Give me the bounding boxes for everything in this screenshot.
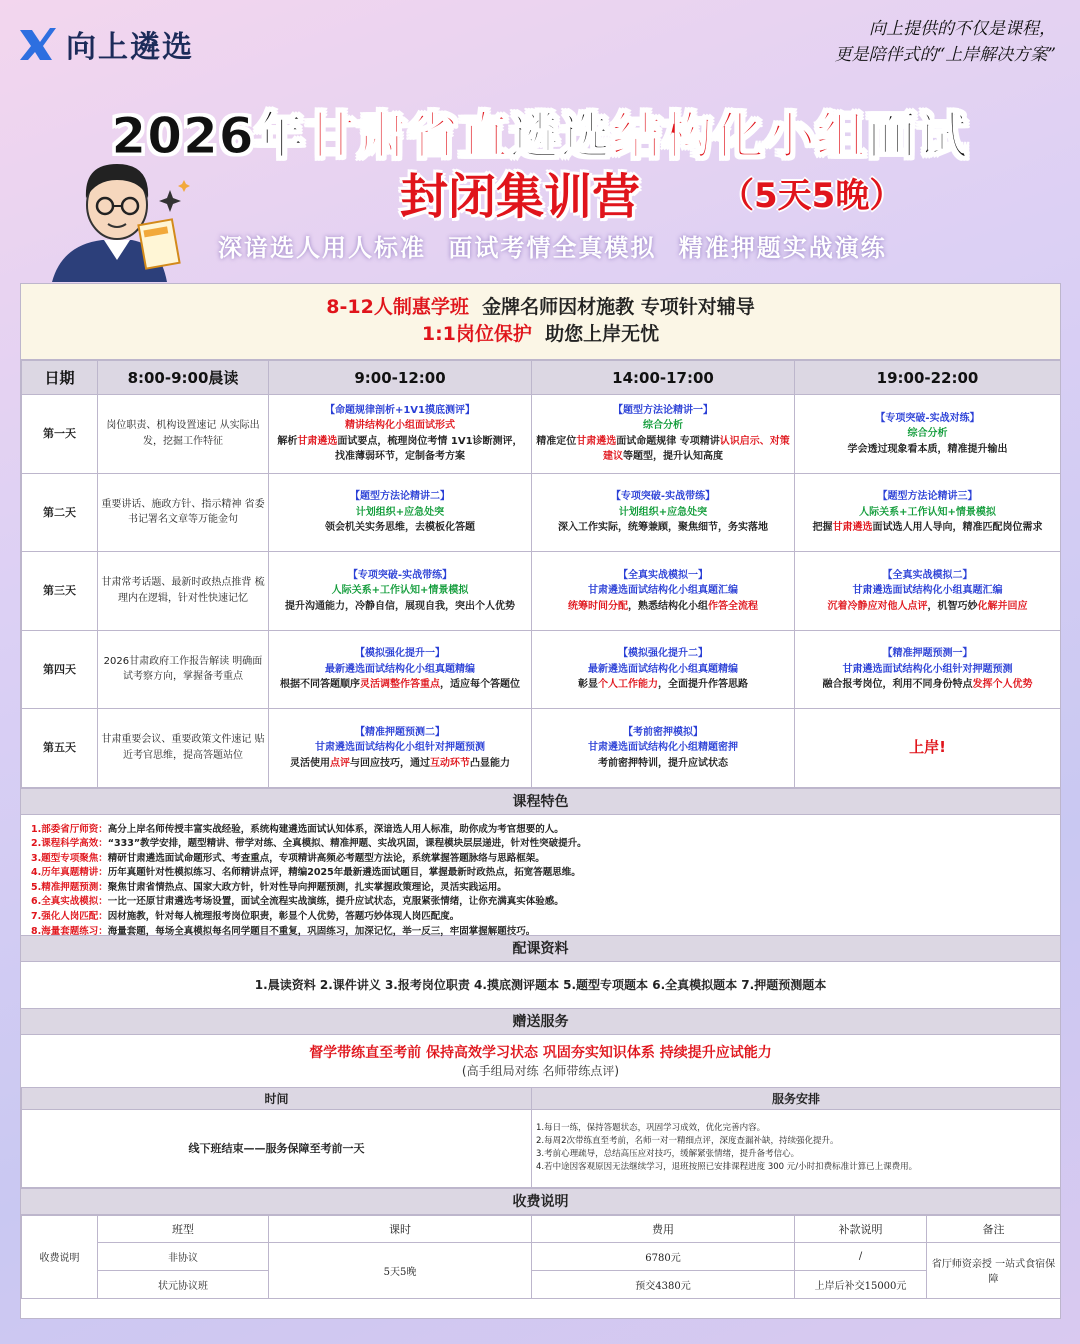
fee-col-refund: 补款说明 bbox=[795, 1215, 927, 1242]
session-subtitle: 人际关系+工作认知+情景模拟 bbox=[859, 506, 996, 518]
session-subtitle: 甘肃遴选面试结构化小组真题汇编 bbox=[588, 585, 738, 596]
feature-label: 题型专项聚焦： bbox=[41, 852, 108, 864]
session-subtitle: 甘肃遴选面试结构化小组针对押题预测 bbox=[315, 742, 485, 753]
course-sheet bbox=[20, 283, 1061, 1319]
session-cell bbox=[269, 709, 532, 788]
session-desc-part: 学会透过现象看本质，精准提升输出 bbox=[847, 443, 1008, 455]
title-part: 面试 bbox=[866, 107, 969, 165]
feature-text: 聚焦甘肃省情热点、国家大政方针，针对性导向押题预测，扎实掌握政策理论，灵活实践运用。 bbox=[107, 881, 507, 893]
materials-title: 配课资料 bbox=[21, 935, 1060, 962]
session-desc bbox=[272, 599, 528, 615]
schedule-row bbox=[22, 709, 1061, 788]
session-desc bbox=[535, 756, 791, 772]
fee-class-name: 非协议 bbox=[98, 1242, 269, 1270]
schedule-day: 第四天 bbox=[22, 630, 98, 709]
session-cell bbox=[532, 473, 795, 552]
promo-text2: 助您上岸无忧 bbox=[545, 323, 660, 345]
session-desc-part: ，机智巧妙 bbox=[927, 600, 978, 612]
session-desc-part: 互动环节 bbox=[430, 757, 470, 769]
promo-line1 bbox=[21, 294, 1060, 321]
session-desc-part: 甘肃遴选 bbox=[297, 435, 338, 447]
feature-label: 强化人岗匹配： bbox=[41, 911, 108, 923]
logo-text: 向上遴选 bbox=[66, 30, 194, 65]
session-cell bbox=[269, 395, 532, 474]
feature-text: “333”教学安排，题型精讲、带学对练、全真模拟、精准押题、实战巩固，课程模块层层递进，针对性突破提升。 bbox=[107, 838, 587, 850]
session-cell bbox=[532, 395, 795, 474]
feature-item bbox=[31, 895, 1050, 910]
feature-number: 2. bbox=[31, 838, 42, 850]
gift-summary bbox=[21, 1035, 1060, 1087]
feature-number: 6. bbox=[31, 896, 42, 908]
fee-col-class: 班型 bbox=[98, 1215, 269, 1242]
feature-label: 精准押题预测： bbox=[41, 881, 108, 893]
fee-row-label: 收费说明 bbox=[22, 1215, 98, 1298]
session-desc-part: 根据不同答题顺序 bbox=[280, 679, 360, 690]
session-title: 【模拟强化提升二】 bbox=[618, 648, 708, 659]
features-title: 课程特色 bbox=[21, 788, 1060, 815]
materials-text: 1.晨读资料 2.课件讲义 3.报考岗位职责 4.摸底测评题本 5.题型专项题本 6.全真模拟题本 7.押题预测题本 bbox=[254, 977, 827, 992]
session-title: 【模拟强化提升一】 bbox=[355, 648, 445, 659]
feature-number: 8. bbox=[31, 925, 42, 937]
session-desc bbox=[535, 599, 791, 615]
fee-amount: 预交4380元 bbox=[532, 1270, 795, 1298]
session-cell bbox=[795, 395, 1061, 474]
schedule-header-row bbox=[22, 361, 1061, 395]
feature-label: 部委省厅师资： bbox=[41, 823, 108, 835]
slogan-line1: 向上提供的不仅是课程， bbox=[869, 19, 1056, 39]
schedule-day: 第五天 bbox=[22, 709, 98, 788]
feature-number: 7. bbox=[31, 911, 42, 923]
session-title: 【精准押题预测二】 bbox=[355, 726, 445, 738]
session-desc-part: 精准定位 bbox=[536, 435, 577, 447]
session-desc-part: 与回应技巧，通过 bbox=[350, 757, 430, 769]
promo-banner bbox=[21, 284, 1060, 360]
schedule-row bbox=[22, 630, 1061, 709]
session-desc-part: 作答全流程 bbox=[708, 600, 758, 612]
session-title: 【专项突破-实战带练】 bbox=[347, 569, 453, 581]
feature-item bbox=[31, 823, 1050, 838]
session-desc-part: 面试命题规律 专项精讲 bbox=[616, 435, 720, 447]
feature-item bbox=[31, 881, 1050, 896]
schedule-row bbox=[22, 552, 1061, 631]
session-subtitle: 甘肃遴选面试结构化小组真题汇编 bbox=[852, 585, 1003, 596]
fee-table bbox=[21, 1215, 1061, 1299]
fee-refund: / bbox=[795, 1242, 927, 1270]
feature-text: 一比一还原甘肃遴选考场设置，面试全流程实战演练，提升应试状态，克服紧张情绪，让你充满真实体验感。 bbox=[107, 896, 564, 908]
session-title: 【命题规律剖析+1V1摸底测评】 bbox=[324, 404, 476, 416]
service-item: 4.若中途因客观原因无法继续学习，退班按照已安排课程进度 300 元/小时扣费标准计算已上课费用。 bbox=[536, 1162, 918, 1172]
promo-red1: 8-12人制惠学班 bbox=[326, 296, 469, 318]
service-table bbox=[21, 1087, 1061, 1188]
fee-note: 省厅师资亲授 一站式食宿保障 bbox=[927, 1242, 1061, 1298]
schedule-row bbox=[22, 473, 1061, 552]
session-desc-part: 面试选人用人导向，精准匹配岗位需求 bbox=[872, 522, 1043, 533]
session-cell bbox=[269, 473, 532, 552]
session-subtitle: 甘肃遴选面试结构化小组针对押题预测 bbox=[842, 663, 1013, 675]
fee-col-note: 备注 bbox=[927, 1215, 1061, 1242]
session-subtitle: 人际关系+工作认知+情景模拟 bbox=[331, 585, 469, 596]
session-desc-part: 融合报考岗位，利用不同身份特点 bbox=[822, 679, 973, 690]
session-title: 【专项突破-实战带练】 bbox=[610, 491, 716, 502]
session-desc bbox=[798, 599, 1057, 615]
session-desc-part: 解析 bbox=[277, 435, 298, 447]
feature-item bbox=[31, 852, 1050, 867]
feature-item bbox=[31, 910, 1050, 925]
session-cell bbox=[795, 630, 1061, 709]
session-desc bbox=[535, 677, 791, 693]
session-desc-part: 化解并回应 bbox=[977, 600, 1028, 612]
session-desc-part: 甘肃遴选 bbox=[832, 522, 873, 533]
session-desc-part: ，适应每个答题位 bbox=[440, 679, 520, 690]
promo-line2 bbox=[21, 321, 1060, 348]
features-list bbox=[21, 815, 1060, 935]
subtitle: 深谙选人用人标准 面试考情全真模拟 精准押题实战演练 bbox=[218, 233, 887, 262]
session-title: 【题型方法论精讲一】 bbox=[613, 404, 713, 416]
session-title: 【考前密押模拟】 bbox=[623, 726, 703, 738]
service-col-time: 时间 bbox=[22, 1087, 532, 1109]
session-subtitle: 最新遴选面试结构化小组真题精编 bbox=[325, 663, 475, 675]
session-desc bbox=[798, 520, 1057, 536]
promo-text1: 金牌名师因材施教 专项针对辅导 bbox=[482, 296, 755, 318]
feature-text: 因材施教，针对每人梳理报考岗位职责，彰显个人优势，答题巧妙体现人岗匹配度。 bbox=[107, 911, 460, 923]
service-col-arrangement: 服务安排 bbox=[532, 1087, 1061, 1109]
session-subtitle: 计划组织+应急处突 bbox=[618, 506, 708, 518]
logo-mark-icon bbox=[18, 26, 58, 62]
session-desc-part: 统筹时间分配 bbox=[568, 600, 628, 612]
session-cell bbox=[532, 630, 795, 709]
promo-red2: 1:1岗位保护 bbox=[421, 323, 532, 345]
gift-title: 赠送服务 bbox=[21, 1008, 1060, 1035]
service-item: 1.每日一练，保持答题状态，巩固学习成效，优化完善内容。 bbox=[536, 1123, 766, 1133]
feature-label: 全真实战模拟： bbox=[41, 896, 108, 908]
session-title: 【全真实战模拟一】 bbox=[618, 569, 708, 581]
session-title: 【题型方法论精讲三】 bbox=[877, 491, 978, 502]
schedule-day: 第一天 bbox=[22, 395, 98, 474]
service-item: 3.考前心理疏导，总结高压应对技巧，缓解紧张情绪，提升备考信心。 bbox=[536, 1149, 800, 1159]
session-desc-part: 彰显 bbox=[578, 679, 598, 690]
session-desc bbox=[798, 442, 1057, 458]
feature-number: 3. bbox=[31, 852, 42, 864]
session-desc-part: 等题型，提升认知高度 bbox=[623, 451, 723, 463]
session-subtitle: 甘肃遴选面试结构化小组精题密押 bbox=[588, 742, 738, 753]
title-part: 遴选 bbox=[509, 107, 612, 165]
session-desc-part: 甘肃遴选 bbox=[576, 435, 617, 447]
session-desc-part: 考前密押特训，提升应试状态 bbox=[598, 757, 728, 769]
feature-number: 5. bbox=[31, 881, 42, 893]
service-item: 2.每周2次带练直至考前，名师一对一精细点评，深度查漏补缺，持续强化提升。 bbox=[536, 1136, 839, 1146]
morning-reading: 甘肃重要会议、重要政策文件速记 贴近考官思维，提高答题站位 bbox=[98, 709, 269, 788]
title-line2: 封闭集训营 bbox=[400, 169, 641, 225]
feature-label: 历年真题精讲： bbox=[41, 867, 108, 879]
feature-item bbox=[31, 866, 1050, 881]
session-subtitle: 综合分析 bbox=[907, 428, 948, 439]
session-desc-part: ，熟悉结构化小组 bbox=[628, 600, 708, 612]
teacher-avatar-icon bbox=[42, 150, 192, 282]
session-subtitle: 综合分析 bbox=[643, 420, 683, 432]
feature-label: 课程科学高效： bbox=[41, 838, 108, 850]
session-desc bbox=[272, 677, 528, 693]
session-desc bbox=[798, 677, 1057, 693]
fee-col-hours: 课时 bbox=[269, 1215, 532, 1242]
feature-item bbox=[31, 837, 1050, 852]
schedule-col-header: 日期 bbox=[22, 361, 98, 395]
session-cell bbox=[532, 709, 795, 788]
session-desc-part: 个人工作能力 bbox=[598, 679, 658, 690]
feature-text: 海量套题，每场全真模拟每名同学题目不重复，巩固练习，加深记忆，举一反三，牢固掌握解题技巧。 bbox=[107, 925, 536, 937]
schedule-day: 第二天 bbox=[22, 473, 98, 552]
session-desc-part: 点评 bbox=[330, 757, 350, 769]
session-subtitle: 最新遴选面试结构化小组真题精编 bbox=[588, 663, 738, 675]
title-part: 2026年 bbox=[111, 107, 306, 165]
morning-reading: 甘肃常考话题、最新时政热点推背 梳理内在逻辑，针对性快速记忆 bbox=[98, 552, 269, 631]
session-title: 【全真实战模拟二】 bbox=[882, 569, 973, 581]
fee-amount: 6780元 bbox=[532, 1242, 795, 1270]
slogan-line2: 更是陪伴式的“上岸解决方案” bbox=[834, 45, 1056, 65]
schedule-col-header: 14:00-17:00 bbox=[532, 361, 795, 395]
session-desc-part: 深入工作实际，统筹兼顾，聚焦细节，务实落地 bbox=[558, 522, 768, 533]
session-desc-part: 沉着冷静应对他人点评 bbox=[827, 600, 928, 612]
session-desc-part: 提升沟通能力，冷静自信，展现自我，突出个人优势 bbox=[285, 600, 515, 612]
fee-refund: 上岸后补交15000元 bbox=[795, 1270, 927, 1298]
title-days: （5天5晚） bbox=[720, 176, 904, 216]
fee-col-fee: 费用 bbox=[532, 1215, 795, 1242]
schedule-col-header: 19:00-22:00 bbox=[795, 361, 1061, 395]
gift-line1: 督学带练直至考前 保持高效学习状态 巩固夯实知识体系 持续提升应试能力 bbox=[309, 1044, 772, 1061]
feature-text: 精研甘肃遴选面试命题形式、考查重点，专项精讲高频必考题型方法论，系统掌握答题脉络与思路框架。 bbox=[107, 852, 545, 864]
session-desc-part: 灵活使用 bbox=[290, 757, 330, 769]
fee-class-name: 状元协议班 bbox=[98, 1270, 269, 1298]
morning-reading: 2026甘肃政府工作报告解读 明确面试考察方向，掌握备考重点 bbox=[98, 630, 269, 709]
gift-line2: (高手组局对练 名师带练点评) bbox=[461, 1063, 620, 1078]
feature-text: 高分上岸名师传授丰富实战经验，系统构建遴选面试认知体系，深谙选人用人标准，助你成为考官想要的人。 bbox=[107, 823, 564, 835]
brand-logo bbox=[18, 22, 194, 66]
session-desc-part: 凸显能力 bbox=[470, 757, 510, 769]
session-desc bbox=[272, 756, 528, 772]
session-title: 【精准押题预测一】 bbox=[882, 648, 973, 659]
session-desc-part: 把握 bbox=[812, 522, 833, 533]
feature-number: 4. bbox=[31, 867, 42, 879]
session-subtitle: 计划组织+应急处突 bbox=[355, 506, 445, 518]
session-desc-part: 领会机关实务思维，去模板化答题 bbox=[325, 522, 475, 533]
session-desc bbox=[272, 520, 528, 536]
shore-cell: 上岸! bbox=[795, 709, 1061, 788]
feature-text: 历年真题针对性模拟练习、名师精讲点评，精编2025年最新遴选面试题目，掌握最新时政热点，拓宽答题思维。 bbox=[107, 867, 581, 879]
session-desc-part: 发挥个人优势 bbox=[972, 679, 1033, 690]
session-cell bbox=[269, 630, 532, 709]
feature-number: 1. bbox=[31, 823, 42, 835]
morning-reading: 重要讲话、施政方针、指示精神 省委书记署名文章等万能金句 bbox=[98, 473, 269, 552]
session-subtitle: 精讲结构化小组面试形式 bbox=[345, 420, 455, 432]
schedule-col-header: 8:00-9:00晨读 bbox=[98, 361, 269, 395]
session-desc-part: ，全面提升作答思路 bbox=[658, 679, 748, 690]
session-desc bbox=[535, 520, 791, 536]
session-desc bbox=[535, 434, 791, 465]
session-desc-part: 面试要点，梳理岗位考情 1V1诊断测评， 找准薄弱环节，定制备考方案 bbox=[335, 435, 523, 463]
session-title: 【题型方法论精讲二】 bbox=[350, 491, 450, 502]
slogan bbox=[835, 16, 1056, 68]
service-list bbox=[532, 1109, 1061, 1187]
title-part: 结构化小组 bbox=[611, 107, 867, 165]
fee-hours: 5天5晚 bbox=[269, 1242, 532, 1298]
title-part: 甘肃省直 bbox=[305, 107, 510, 165]
session-desc-part: 认识启示、对策建议 bbox=[603, 435, 790, 463]
morning-reading: 岗位职责、机构设置速记 从实际出发，挖掘工作特征 bbox=[98, 395, 269, 474]
fees-title: 收费说明 bbox=[21, 1188, 1060, 1215]
schedule-table bbox=[21, 360, 1061, 788]
session-desc-part: 灵活调整作答重点 bbox=[360, 679, 440, 690]
service-time-text: 线下班结束——服务保障至考前一天 bbox=[22, 1109, 532, 1187]
schedule-day: 第三天 bbox=[22, 552, 98, 631]
schedule-col-header: 9:00-12:00 bbox=[269, 361, 532, 395]
session-cell bbox=[269, 552, 532, 631]
schedule-row bbox=[22, 395, 1061, 474]
session-title: 【专项突破-实战对练】 bbox=[875, 412, 980, 424]
session-desc bbox=[272, 434, 528, 465]
session-cell bbox=[795, 552, 1061, 631]
session-cell bbox=[795, 473, 1061, 552]
feature-label: 海量套题练习： bbox=[41, 925, 108, 937]
session-cell bbox=[532, 552, 795, 631]
